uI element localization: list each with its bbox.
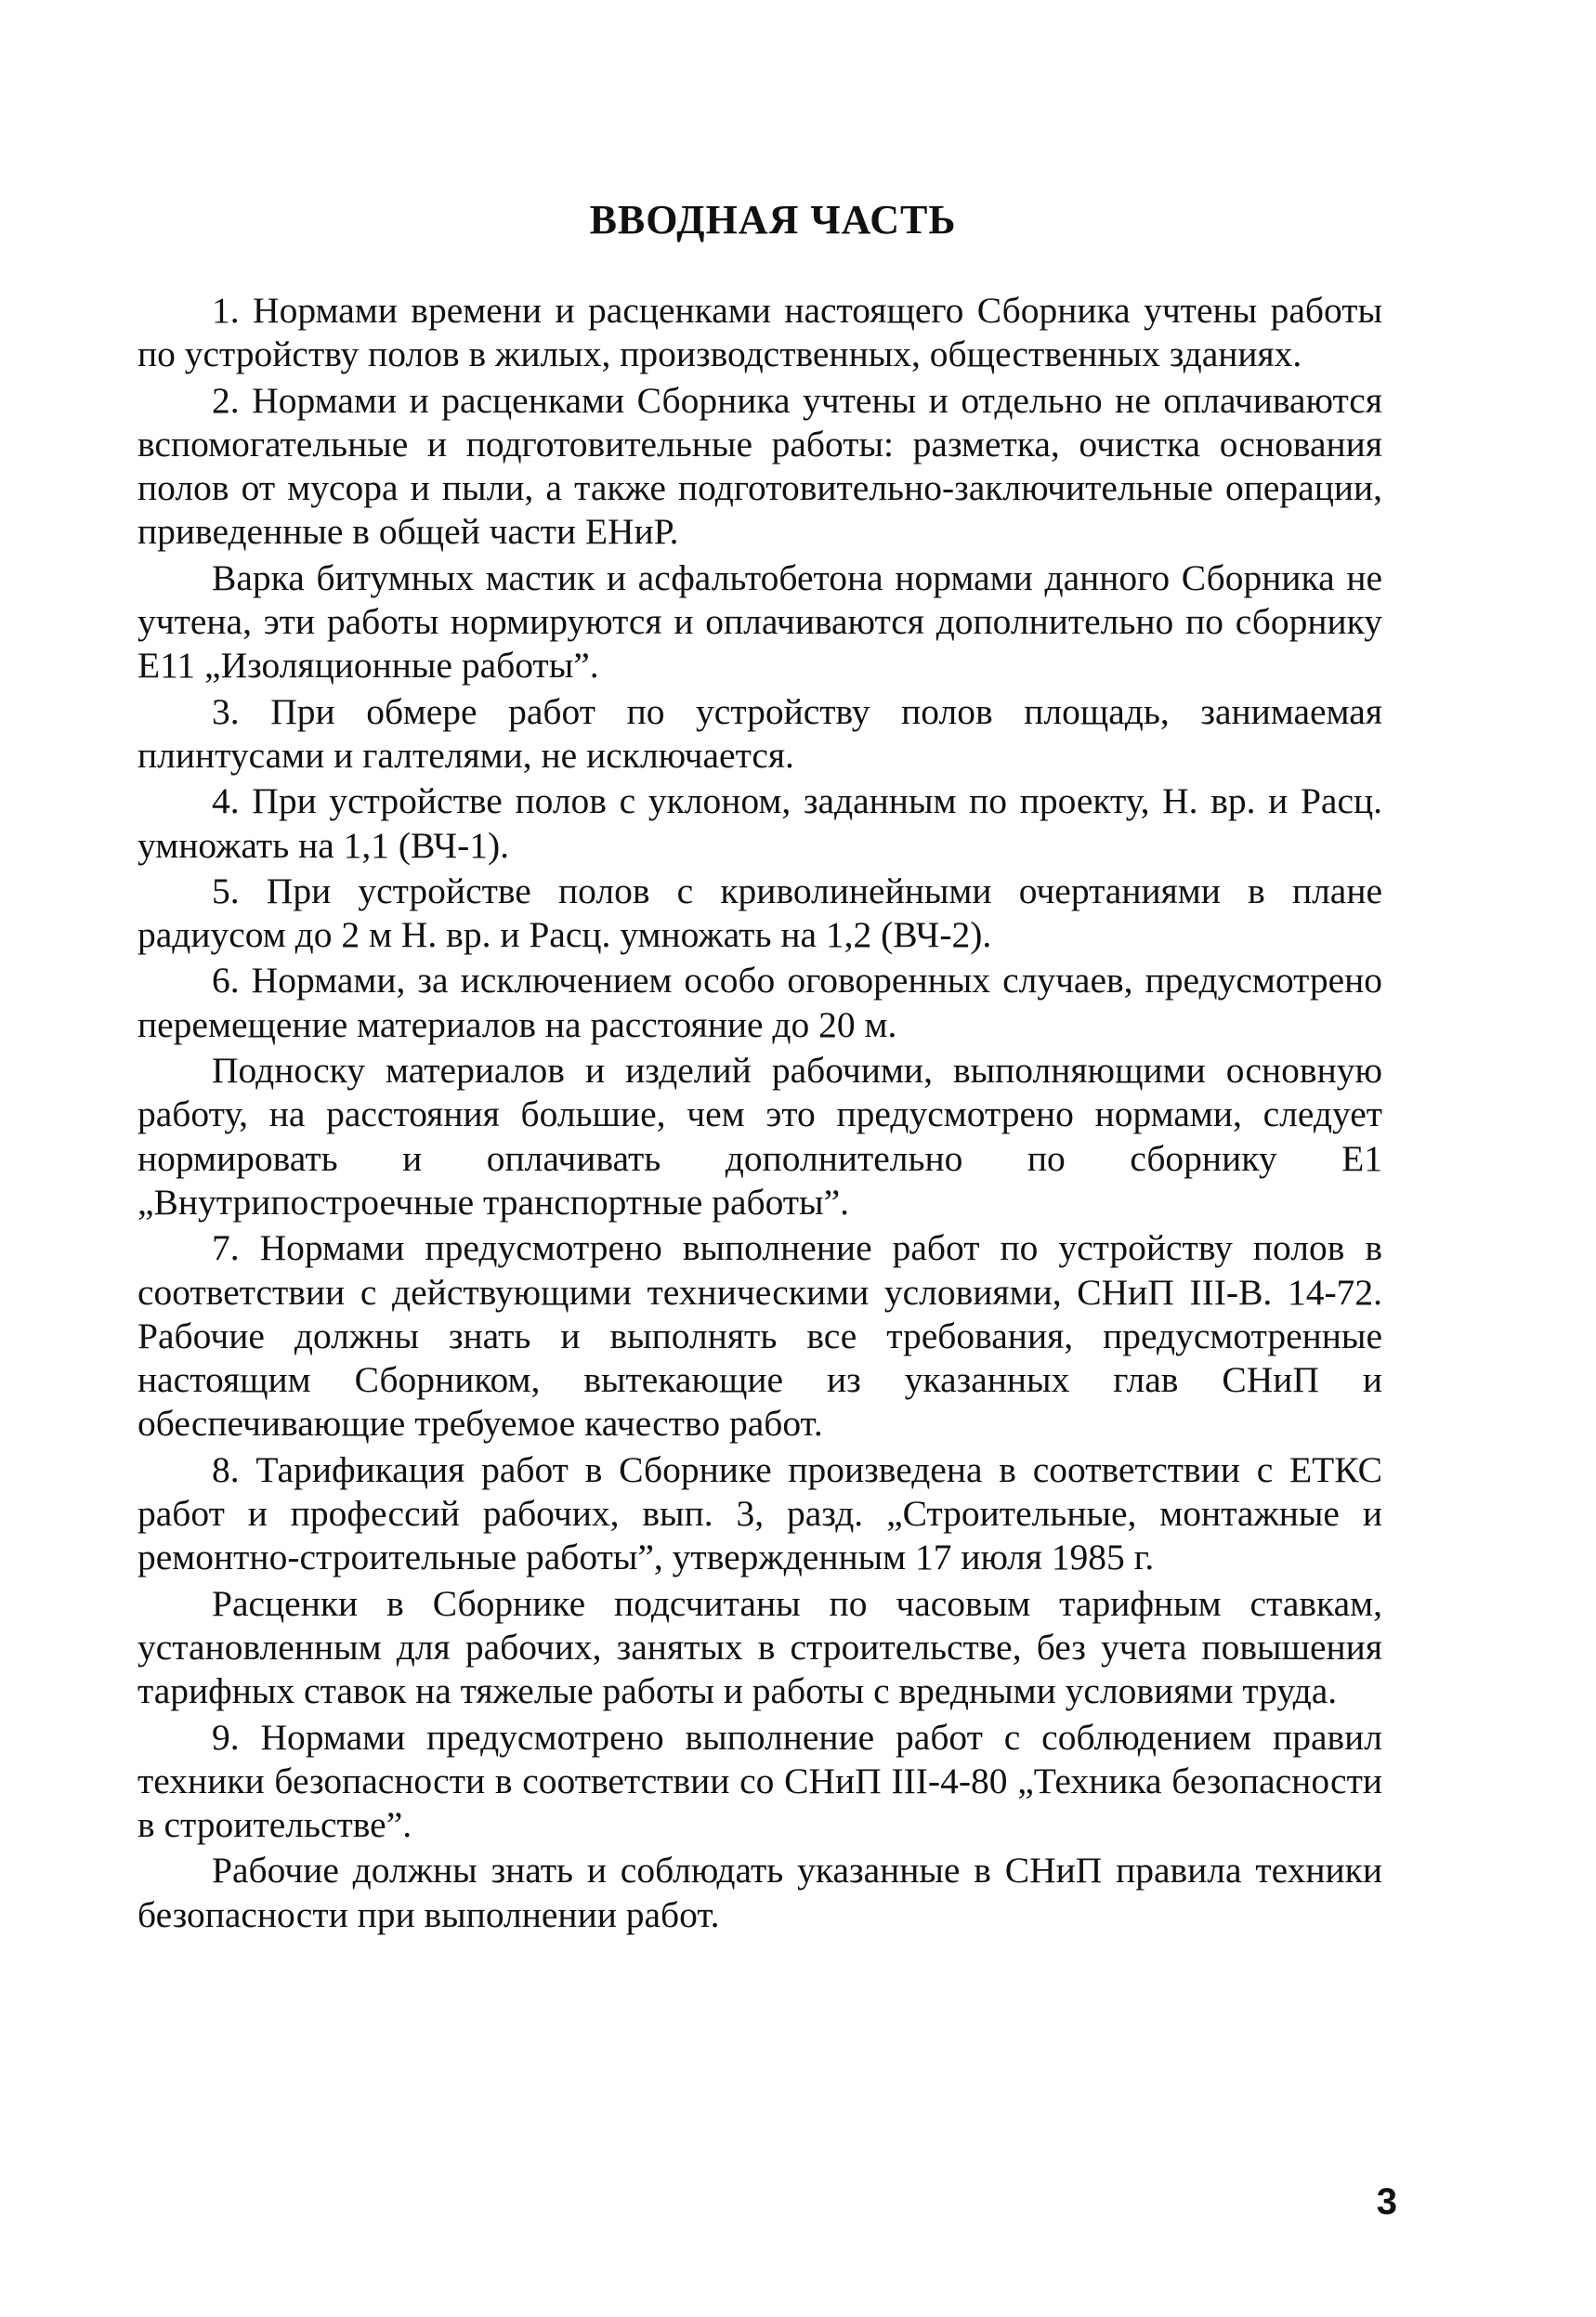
paragraph-9-continued: Рабочие должны знать и соблюдать указанные в СНиП правила техники безопасности при выполнении работ.	[137, 1850, 1382, 1935]
page-number: 3	[1376, 2181, 1397, 2222]
document-title: ВВОДНАЯ ЧАСТЬ	[589, 197, 957, 242]
paragraph-3: 3. При обмере работ по устройству полов площадь, занимаемая плинтусами и галтелями, не исключается.	[137, 690, 1382, 776]
paragraph-4: 4. При устройстве полов с уклоном, заданным по проекту, Н. вр. и Расц. умножать на 1,1 (ВЧ-1).	[137, 780, 1382, 866]
paragraph-5: 5. При устройстве полов с криволинейными очертаниями в плане радиусом до 2 м Н. вр. и Расц. умножать на 1,2 (ВЧ-2).	[137, 870, 1382, 956]
document-page	[137, 197, 1382, 1939]
paragraph-8: 8. Тарификация работ в Сборнике произведена в соответствии с ЕТКС работ и профессий рабочих, вып. 3, разд. „Строительные, монтажные и ремонтно-строительные работы”, утвержденным 17 июля 1985 г.	[137, 1448, 1382, 1578]
paragraph-8-continued: Расценки в Сборнике подсчитаны по часовым тарифным ставкам, установленным для рабочих, занятых в строительстве, без учета повышения тарифных ставок на тяжелые работы и работы с вредными условиями труда.	[137, 1582, 1382, 1712]
paragraph-6-continued: Подноску материалов и изделий рабочими, выполняющими основную работу, на расстояния большие, чем это предусмотрено нормами, следует нормировать и оплачивать дополнительно по сборнику Е1 „Внутрипостроечные транспортные работы”.	[137, 1050, 1382, 1223]
paragraph-7: 7. Нормами предусмотрено выполнение работ по устройству полов в соответствии с действующими техническими условиями, СНиП III-В. 14-72. Рабочие должны знать и выполнять все требования, предусмотренные настоящим Сборником, вытекающие из указанных глав СНиП и обеспечивающие требуемое качество работ.	[137, 1227, 1382, 1445]
paragraph-1: 1. Нормами времени и расценками настоящего Сборника учтены работы по устройству полов в жилых, производственных, общественных зданиях.	[137, 290, 1382, 375]
paragraph-2-continued: Варка битумных мастик и асфальтобетона нормами данного Сборника не учтена, эти работы нормируются и оплачиваются дополнительно по сборнику Е11 „Изоляционные работы”.	[137, 556, 1382, 687]
paragraph-6: 6. Нормами, за исключением особо оговоренных случаев, предусмотрено перемещение материалов на расстояние до 20 м.	[137, 960, 1382, 1045]
paragraph-2: 2. Нормами и расценками Сборника учтены и отдельно не оплачиваются вспомогательные и подготовительные работы: разметка, очистка основания полов от мусора и пыли, а также подготовительно-заключительные операции, приведенные в общей части ЕНиР.	[137, 379, 1382, 553]
paragraph-9: 9. Нормами предусмотрено выполнение работ с соблюдением правил техники безопасности в соответствии со СНиП III-4-80 „Техника безопасности в строительстве”.	[137, 1716, 1382, 1846]
